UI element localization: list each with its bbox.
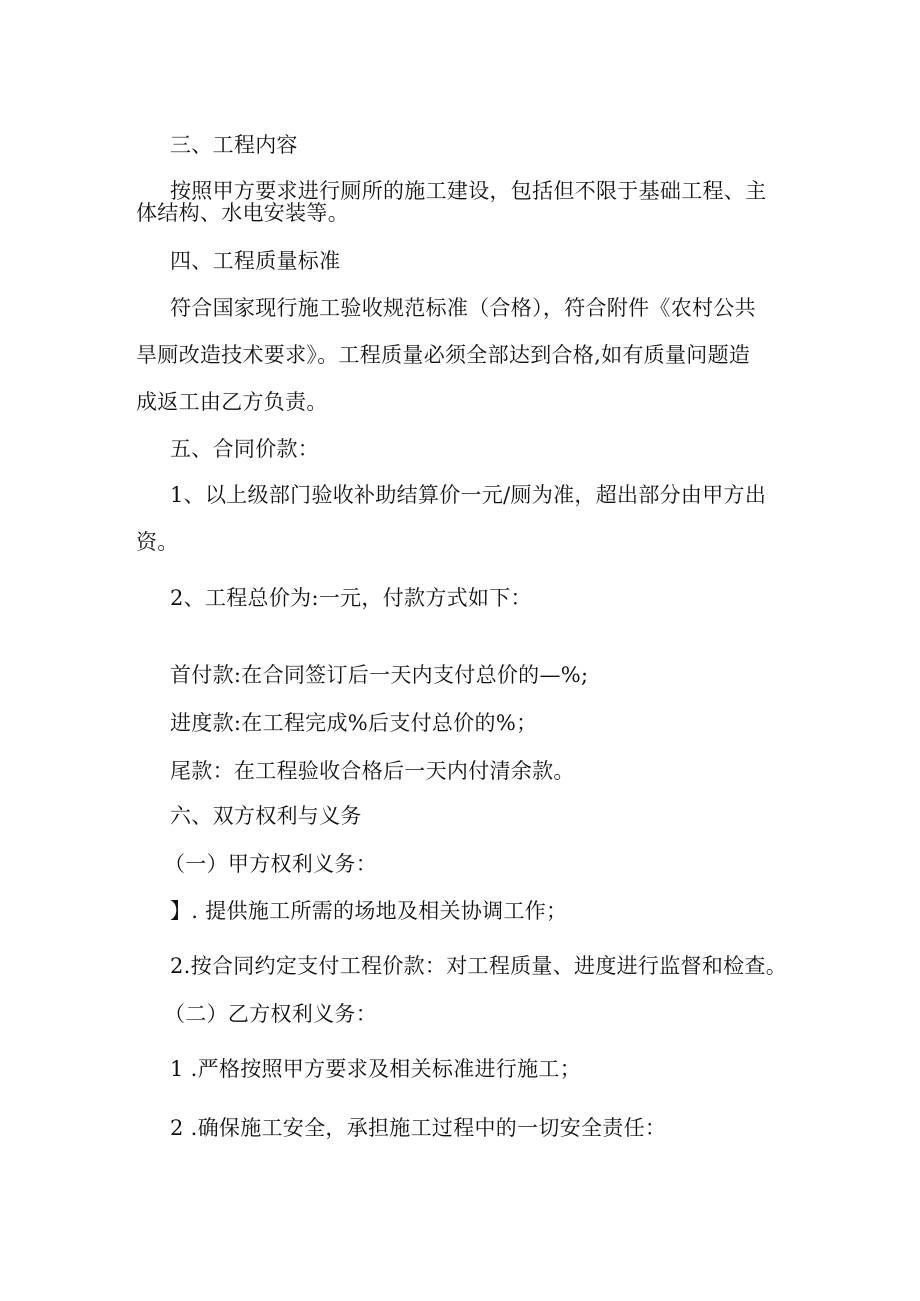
subsection-heading: （二）乙方权利义务： [164,1002,377,1026]
paragraph-line: 旱厕改造技术要求》。工程质量必须全部达到合格,如有质量问题造 [136,343,751,367]
paragraph-line: 符合国家现行施工验收规范标准（合格），符合附件《农村公共 [170,296,756,320]
section-heading-3: 三、工程内容 [170,133,298,157]
paragraph-line: 成返工由乙方负责。 [136,390,328,414]
subsection-heading: （一）甲方权利义务： [164,852,377,876]
section-heading-5: 五、合同价款： [170,437,320,461]
list-item: 2、工程总价为:一元，付款方式如下： [170,586,532,610]
payment-line: 首付款:在合同签订后一天内支付总价的—%; [170,663,589,687]
section-heading-6: 六、双方权利与义务 [170,804,362,828]
list-item: 1、以上级部门验收补助结算价一元/厕为准，超出部分由甲方出 [170,483,767,507]
paragraph-line: 资。 [136,530,179,554]
list-item: 2 .确保施工安全，承担施工过程中的一切安全责任： [170,1116,667,1140]
list-item: 】. 提供施工所需的场地及相关协调工作； [170,899,568,923]
section-heading-4: 四、工程质量标准 [170,249,341,273]
list-item: 1 .严格按照甲方要求及相关标准进行施工； [170,1057,582,1081]
paragraph-line: 体结构、水电安装等。 [136,201,349,225]
list-item: 2.按合同约定支付工程价款：对工程质量、进度进行监督和检查。 [170,954,788,978]
payment-line: 进度款:在工程完成%后支付总价的%； [170,711,538,735]
payment-line: 尾款：在工程验收合格后一天内付清余款。 [170,759,575,783]
paragraph-line: 按照甲方要求进行厕所的施工建设，包括但不限于基础工程、主 [170,179,767,203]
